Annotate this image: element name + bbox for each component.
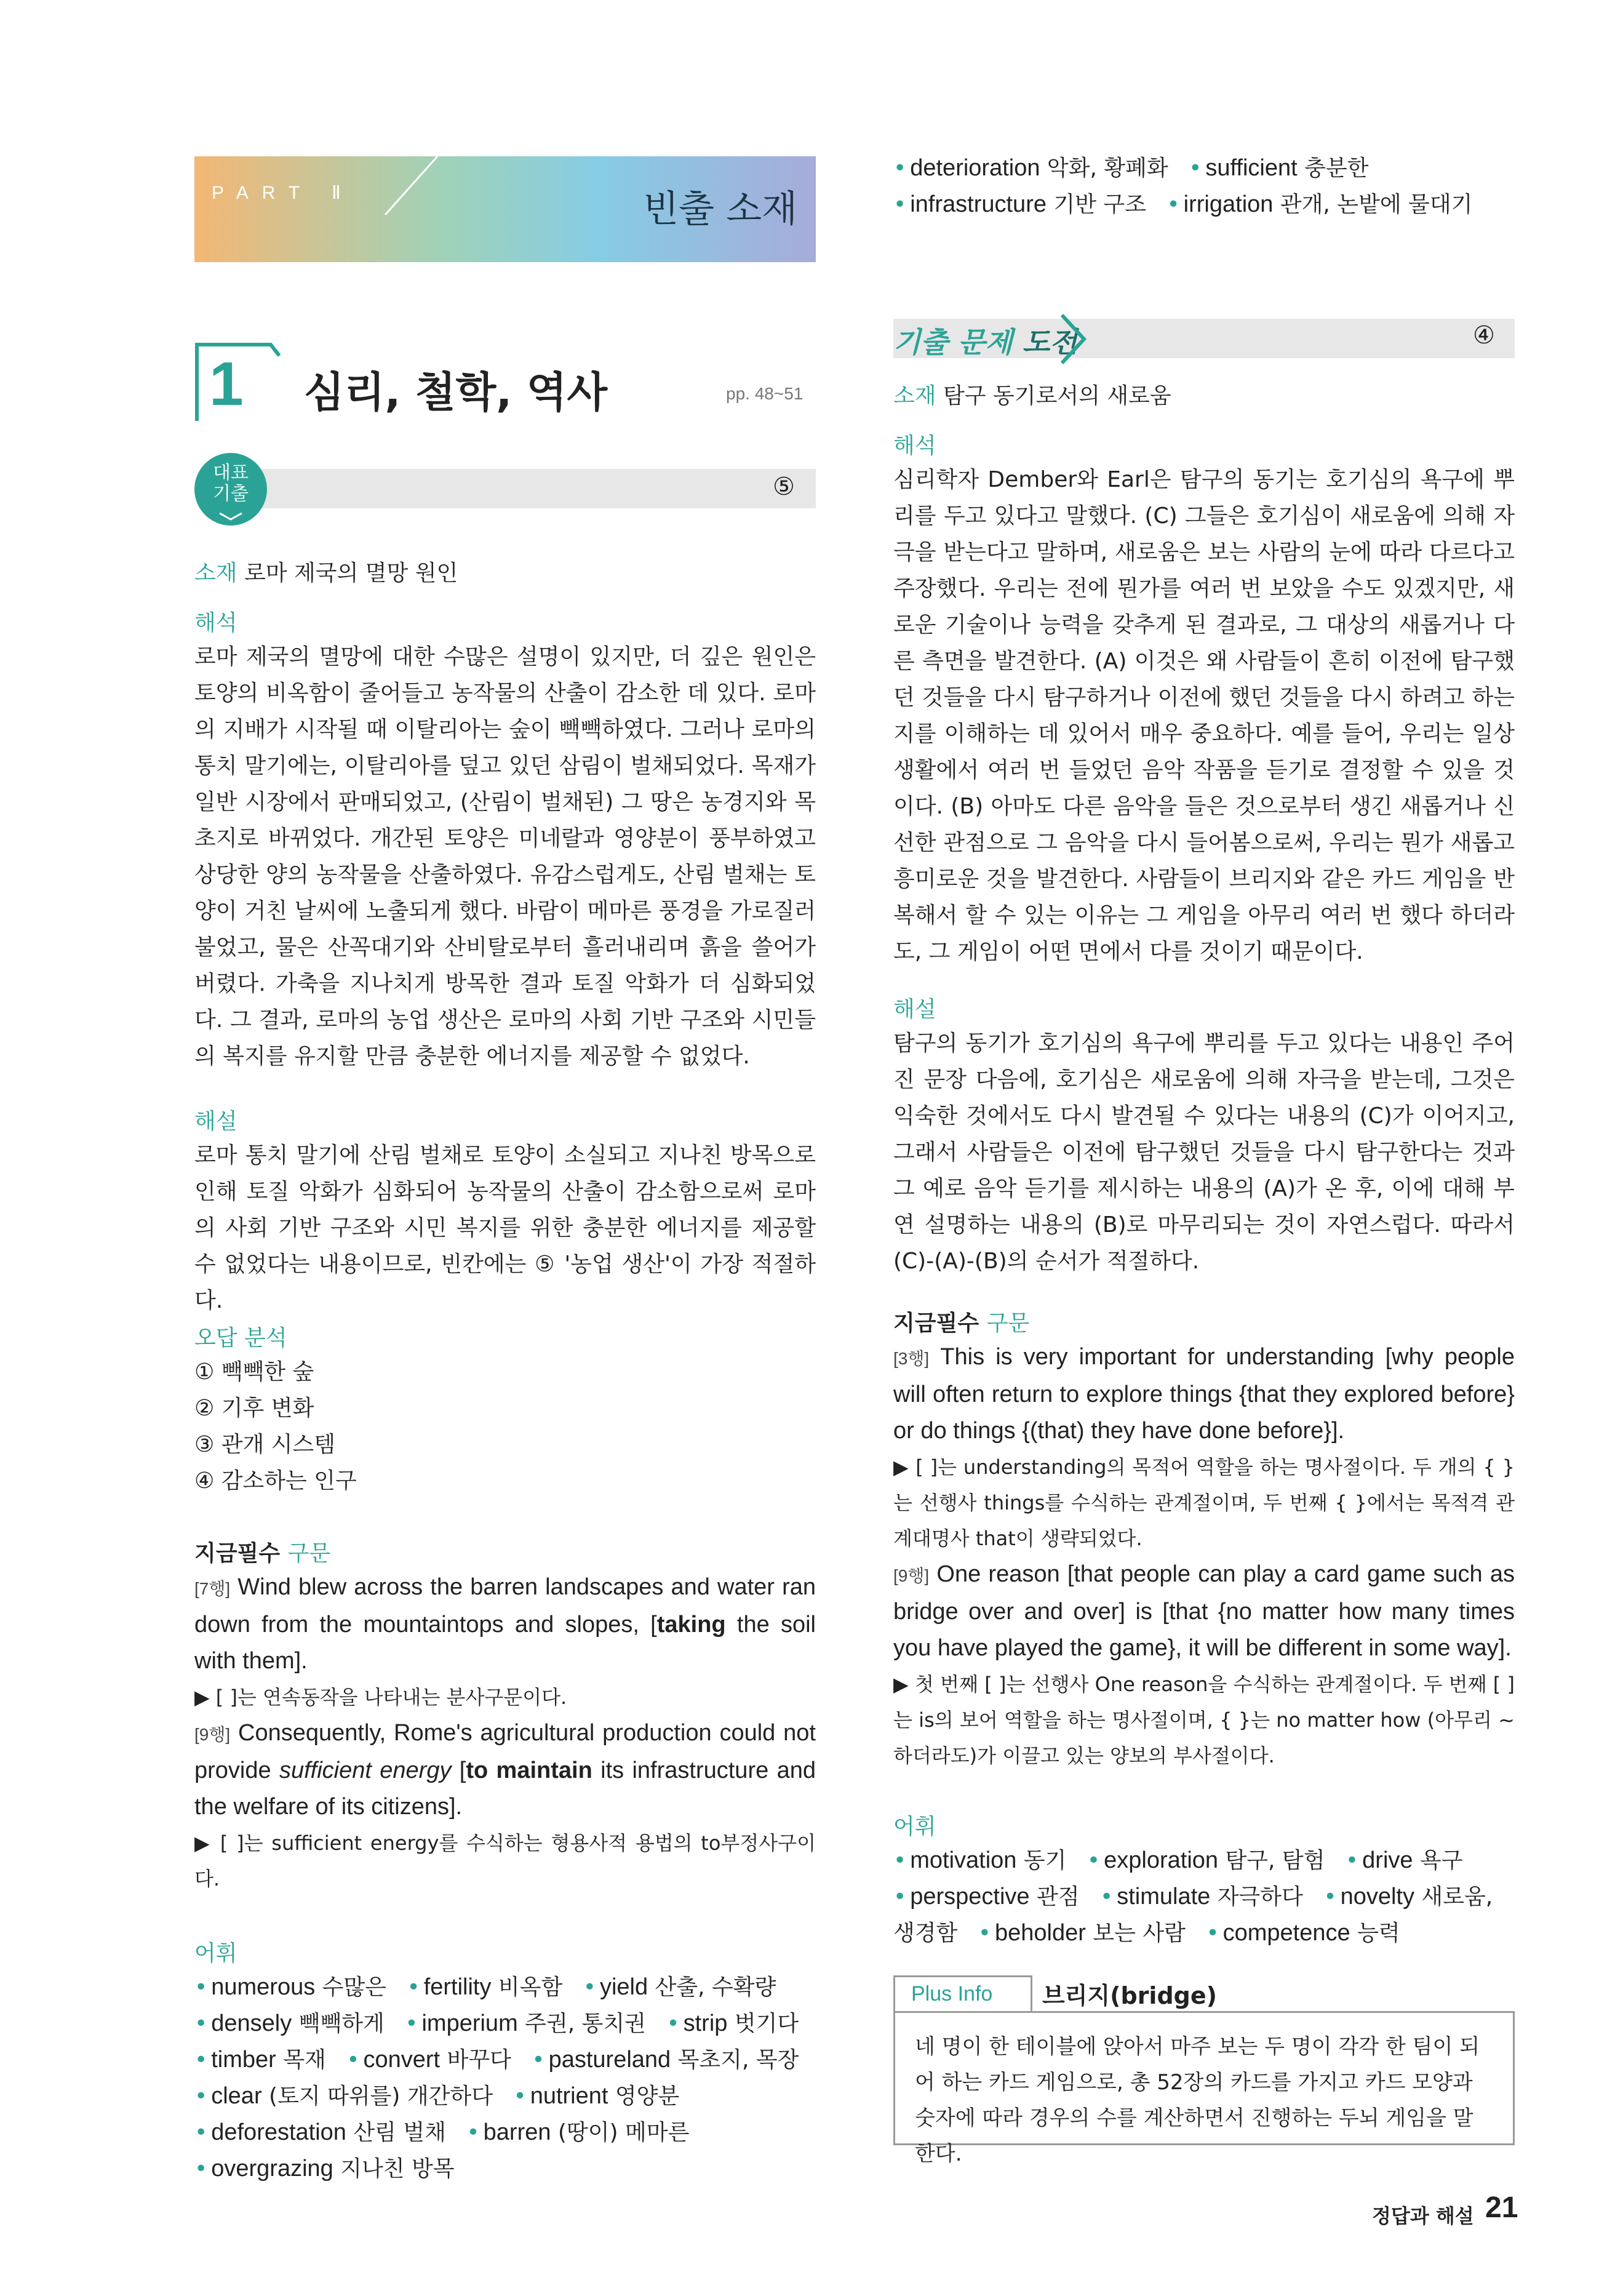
left-translation: [194, 608, 816, 1074]
left-wrong-analysis: [194, 1323, 816, 1499]
vocab-word: novelty: [1340, 1884, 1414, 1910]
syntax-part: [: [451, 1758, 466, 1783]
vocab-word: clear: [211, 2083, 262, 2109]
vocab-meaning: 자극하다: [1210, 1884, 1303, 1910]
bullet-icon: •: [978, 1921, 992, 1946]
bullet-icon: •: [407, 1975, 420, 2000]
right-vocab: [893, 1812, 1515, 1951]
explanation-label: 해설: [194, 1109, 237, 1134]
challenge-title-a: 기출 문제: [893, 326, 1013, 359]
right-syntax: [893, 1308, 1515, 1774]
vocab-word: nutrient: [530, 2083, 608, 2109]
vocab-word: exploration: [1104, 1847, 1219, 1873]
syntax-note-2: ▶ [ ]는 sufficient energy를 수식하는 형용사적 용법의 to부정사구이다.: [194, 1831, 816, 1890]
bullet-icon: •: [194, 1975, 208, 2000]
right-translation: [893, 431, 1515, 970]
right-topic: [893, 378, 1515, 414]
challenge-title: [893, 320, 1077, 361]
section-number: 1: [209, 350, 244, 418]
wrong-item: ① 빽빽한 숲: [194, 1359, 314, 1385]
vocab-meaning: 기반 구조: [1046, 192, 1146, 217]
section-title: 심리, 철학, 역사: [304, 369, 608, 417]
bullet-icon: •: [1345, 1848, 1359, 1873]
vocab-item: [666, 2011, 799, 2036]
wrong-item: ④ 감소하는 인구: [194, 1468, 357, 1494]
vocab-word: infrastructure: [910, 191, 1047, 217]
banner-title: 빈출 소재: [643, 188, 797, 231]
vocab-meaning: 능력: [1350, 1921, 1400, 1946]
vocab-item: [405, 2011, 646, 2036]
vocab-item: [407, 1975, 562, 2000]
challenge-answer: ④: [1473, 321, 1495, 350]
vocab-list: [893, 1842, 1515, 1951]
vocab-item: [194, 2156, 455, 2182]
line-ref: [9행]: [194, 1725, 231, 1744]
bullet-icon: •: [194, 2120, 208, 2145]
vocab-item: [466, 2120, 689, 2145]
syntax-text: This is very important for understanding [why people will often return to explore things {that they explored before} or do things {(that) they have done before}].: [893, 1344, 1515, 1444]
syntax-sentence-1: [893, 1339, 1515, 1449]
syntax-bold: taking: [656, 1612, 726, 1638]
vocab-meaning: 목재: [276, 2047, 326, 2073]
topic-label: 소재: [194, 561, 237, 586]
plus-info-tab: [893, 1975, 1032, 2013]
vocab-item: [532, 2047, 799, 2073]
syntax-label: [893, 1308, 1515, 1339]
explanation-label: 해설: [893, 997, 936, 1022]
left-topic: [194, 555, 816, 591]
vocab-word: densely: [211, 2010, 292, 2036]
topic-label: 소재: [893, 383, 936, 409]
plus-info-tab-label: Plus Info: [911, 1982, 993, 2006]
vocab-item: [1166, 192, 1472, 217]
plus-info-box: [893, 2011, 1515, 2166]
vocab-meaning: 바꾸다: [440, 2047, 511, 2073]
vocab-meaning: 벗기다: [727, 2011, 799, 2036]
vocab-meaning: 악화, 황폐화: [1040, 156, 1168, 181]
vocab-meaning: 보는 사람: [1085, 1921, 1186, 1946]
bullet-icon: •: [346, 2047, 360, 2073]
left-syntax: [194, 1538, 816, 1897]
vocab-meaning: 빽빽하게: [292, 2011, 385, 2036]
left-explanation: [194, 1106, 816, 1319]
chevron-right-icon: [1053, 311, 1090, 367]
bullet-icon: •: [1087, 1848, 1101, 1873]
bullet-icon: •: [194, 2047, 208, 2073]
syntax-note-1: ▶ [ ]는 understanding의 목적어 역할을 하는 명사절이다. 두 개의 { }는 선행사 things를 수식하는 관계절이며, 두 번째 { }에서는 목적격 관계대명사 that이 생략되었다.: [893, 1455, 1515, 1550]
vocab-meaning: 영양분: [608, 2084, 680, 2109]
vocab-word: overgrazing: [211, 2156, 333, 2182]
syntax-bold: to maintain: [466, 1758, 592, 1783]
vocab-meaning: 동기: [1016, 1848, 1067, 1873]
vocab-word: convert: [363, 2047, 441, 2073]
vocab-item: [1100, 1884, 1303, 1910]
vocab-word: yield: [599, 1974, 648, 2000]
vocab-word: deforestation: [211, 2119, 346, 2145]
topic-text: 탐구 동기로서의 새로움: [943, 383, 1171, 409]
vocab-item: [978, 1921, 1186, 1946]
vocab-meaning: 수많은: [315, 1975, 386, 2000]
vocab-item: [1087, 1848, 1325, 1873]
bullet-icon: •: [1166, 192, 1180, 217]
plus-info-text: 네 명이 한 테이블에 앉아서 마주 보는 두 명이 각각 한 팀이 되어 하는 카드 게임으로, 총 52장의 카드를 가지고 카드 모양과 숫자에 따라 경우의 수를 계산하면서 진행하는 두뇌 게임을 말한다.: [915, 2034, 1480, 2166]
line-ref: [9행]: [893, 1566, 930, 1585]
banner-slash-decoration: [379, 156, 441, 262]
vocab-meaning: 관점: [1029, 1884, 1080, 1910]
vocab-label: 어휘: [194, 1941, 237, 1966]
footer-label: 정답과 해설: [1372, 2204, 1474, 2228]
bullet-icon: •: [893, 1848, 907, 1873]
bullet-icon: •: [194, 2084, 208, 2109]
vocab-word: barren: [483, 2119, 551, 2145]
vocab-meaning: 주권, 통치권: [517, 2011, 646, 2036]
vocab-meaning: 지나친 방목: [333, 2156, 455, 2182]
vocab-meaning: 산출, 수확량: [648, 1975, 776, 2000]
line-ref: [7행]: [194, 1579, 231, 1598]
bullet-icon: •: [194, 2011, 208, 2036]
vocab-item: [583, 1975, 776, 2000]
bullet-icon: •: [1206, 1921, 1219, 1946]
wrong-item: ② 기후 변화: [194, 1396, 314, 1421]
vocab-meaning: 산림 벌채: [346, 2120, 446, 2145]
translation-text: 심리학자 Dember와 Earl은 탐구의 동기는 호기심의 욕구에 뿌리를 두고 있다고 말했다. (C) 그들은 호기심이 새로움에 의해 자극을 받는다고 말하며, 새로움은 보는 사람의 눈에 따라 다르다고 주장했다. 우리는 전에 뭔가를 여러 번 보았을 수도 있겠지만, 새로운 기술이나 능력을 갖추게 된 결과로, 그 대상의 새롭거나 다른 측면을 발견한다. (A) 이것은 왜 사람들이 흔히 이전에 탐구했던 것들을 다시 탐구하거나 이전에 했던 것들을 다시 하려고 하는지를 이해하는 데 있어서 매우 중요하다. 예를 들어, 우리는 일상생활에서 여러 번 들었던 음악 작품을 듣기로 결정할 수 있을 것이다. (B) 아마도 다른 음악을 들은 것으로부터 생긴 새롭거나 신선한 관점으로 그 음악을 다시 들어봄으로써, 우리는 뭔가 새롭고 흥미로운 것을 발견한다. 사람들이 브리지와 같은 카드 게임을 반복해서 할 수 있는 이유는 그 게임을 아무리 여러 번 했다 하더라도, 그 게임이 어떤 면에서 다를 것이기 때문이다.: [893, 467, 1515, 964]
vocab-word: pastureland: [548, 2047, 671, 2073]
line-ref: [3행]: [893, 1349, 930, 1368]
syntax-text: One reason [that people can play a card game such as bridge over and over] is [that {no matter how many times you have played the game}, it will be different in some way].: [893, 1561, 1515, 1661]
vocab-item: [194, 2084, 493, 2109]
vocab-item: [194, 2120, 446, 2145]
vocab-meaning: (토지 따위를) 개간하다: [261, 2084, 493, 2109]
part-banner: [194, 156, 816, 262]
bullet-icon: •: [513, 2084, 527, 2109]
explanation-text: 탐구의 동기가 호기심의 욕구에 뿌리를 두고 있다는 내용인 주어진 문장 다음에, 호기심은 새로움에 의해 자극을 받는데, 그것은 익숙한 것에서도 다시 발견될 수 있다는 내용의 (C)가 이어지고, 그래서 사람들은 이전에 탐구했던 것들을 다시 탐구한다는 것과 그 예로 음악 듣기를 제시하는 내용의 (A)가 온 후, 이에 대해 부연 설명하는 내용의 (B)로 마무리되는 것이 자연스럽다. 따라서 (C)-(A)-(B)의 순서가 적절하다.: [893, 1031, 1515, 1274]
vocab-word: strip: [683, 2010, 728, 2036]
vocab-word: fertility: [423, 1974, 492, 2000]
part-label: PART Ⅱ: [212, 183, 354, 203]
vocab-word: competence: [1222, 1920, 1350, 1946]
section-pages: pp. 48~51: [726, 384, 804, 403]
vocab-item: [194, 1975, 386, 2000]
topic-text: 로마 제국의 멸망 원인: [244, 561, 458, 586]
vocab-meaning: (땅이) 메마른: [551, 2120, 690, 2145]
chevron-down-icon: [218, 512, 243, 521]
vocab-word: sufficient: [1205, 155, 1298, 181]
syntax-sentence-1: [194, 1569, 816, 1679]
vocab-item: [1189, 156, 1368, 181]
vocab-word: irrigation: [1183, 191, 1274, 217]
challenge-title-b: 도전: [1022, 326, 1077, 359]
vocab-word: stimulate: [1117, 1884, 1211, 1910]
left-vocab: [194, 1938, 816, 2187]
vocab-list: [194, 1969, 816, 2187]
syntax-label-b: 구문: [287, 1541, 331, 1566]
wrong-label: 오답 분석: [194, 1326, 287, 1351]
vocab-word: deterioration: [910, 155, 1040, 181]
translation-text: 로마 제국의 멸망에 대한 수많은 설명이 있지만, 더 깊은 원인은 토양의 비옥함이 줄어들고 농작물의 산출이 감소한 데 있다. 로마의 지배가 시작될 때 이탈리아는 숲이 빽빽하였다. 그러나 로마의 통치 말기에는, 이탈리아를 덮고 있던 삼림이 벌채되었다. 목재가 일반 시장에서 판매되었고, (산림이 벌채된) 그 땅은 농경지와 목초지로 바뀌었다. 개간된 토양은 미네랄과 영양분이 풍부하였고 상당한 양의 농작물을 산출하였다. 유감스럽게도, 산림 벌채는 토양이 거친 날씨에 노출되게 했다. 바람이 메마른 풍경을 가로질러 불었고, 물은 산꼭대기와 산비탈로부터 흘러내리며 흙을 쓸어가 버렸다. 가축을 지나치게 방목한 결과 토질 악화가 더 심화되었다. 그 결과, 로마의 농업 생산은 로마의 사회 기반 구조와 시민들의 복지를 유지할 만큼 충분한 에너지를 제공할 수 없었다.: [194, 644, 816, 1069]
bullet-icon: •: [583, 1975, 596, 2000]
vocab-meaning: 목초지, 목장: [671, 2047, 799, 2073]
vocab-word: beholder: [995, 1920, 1086, 1946]
bullet-icon: •: [1100, 1884, 1114, 1910]
vocab-item: [893, 1848, 1066, 1873]
bullet-icon: •: [893, 156, 907, 181]
bullet-icon: •: [893, 1884, 907, 1910]
bullet-icon: •: [532, 2047, 545, 2073]
badge-line-2: 기출: [213, 483, 249, 505]
syntax-label-a: 지금필수: [194, 1541, 281, 1566]
right-explanation: [893, 994, 1515, 1279]
bullet-icon: •: [194, 2156, 208, 2182]
plus-info-title: 브리지(bridge): [1042, 1982, 1218, 2009]
vocab-item: [513, 2084, 679, 2109]
vocab-word: drive: [1362, 1847, 1413, 1873]
vocab-list: [893, 150, 1515, 223]
syntax-part: its infrastructure and the welfare of its citizens].: [194, 1758, 816, 1820]
explanation-text: 로마 통치 말기에 산림 벌채로 토양이 소실되고 지나친 방목으로 인해 토질 악화가 심화되어 농작물의 산출이 감소함으로써 로마의 사회 기반 구조와 시민 복지를 위한 충분한 에너지를 제공할 수 없었다는 내용이므로, 빈칸에는 ⑤ '농업 생산'이 가장 적절하다.: [194, 1143, 816, 1313]
bullet-icon: •: [893, 192, 907, 217]
vocab-word: motivation: [910, 1847, 1017, 1873]
bullet-icon: •: [666, 2011, 680, 2036]
wrong-item: ③ 관개 시스템: [194, 1432, 336, 1457]
syntax-sentence-2: [893, 1556, 1515, 1666]
syntax-sentence-2: [194, 1715, 816, 1825]
vocab-word: perspective: [910, 1884, 1030, 1910]
vocab-item: [893, 1884, 1080, 1910]
representative-answer: ⑤: [773, 473, 795, 501]
badge-line-1: 대표: [213, 462, 249, 484]
right-top-vocab: [893, 150, 1515, 223]
syntax-note-1: ▶ [ ]는 연속동작을 나타내는 분사구문이다.: [194, 1686, 567, 1709]
page-number: 21: [1485, 2191, 1518, 2224]
vocab-word: timber: [211, 2047, 276, 2073]
vocab-item: [893, 192, 1146, 217]
vocab-item: [194, 2047, 326, 2073]
vocab-item: [346, 2047, 511, 2073]
vocab-meaning: 욕구: [1413, 1848, 1463, 1873]
syntax-part: Wind blew across the barren landscapes and water ran down from the mountaintops and slopes, [: [194, 1574, 816, 1638]
vocab-meaning: 비옥함: [491, 1975, 563, 2000]
vocab-meaning: 새로움, 생경함: [893, 1884, 1493, 1946]
syntax-note-2: ▶ 첫 번째 [ ]는 선행사 One reason을 수식하는 관계절이다. 두 번째 [ ]는 is의 보어 역할을 하는 명사절이며, { }는 no matter how (아무리 ~하더라도)가 이끌고 있는 양보의 부사절이다.: [893, 1673, 1515, 1767]
bullet-icon: •: [1189, 156, 1202, 181]
vocab-meaning: 관개, 논밭에 물대기: [1273, 192, 1473, 217]
vocab-item: [893, 156, 1168, 181]
vocab-meaning: 충분한: [1297, 156, 1369, 181]
bullet-icon: •: [405, 2011, 418, 2036]
bullet-icon: •: [466, 2120, 480, 2145]
vocab-item: [1346, 1848, 1463, 1873]
translation-label: 해석: [194, 610, 237, 636]
vocab-item: [194, 2011, 385, 2036]
syntax-label-b: 구문: [986, 1311, 1030, 1336]
syntax-label-a: 지금필수: [893, 1311, 979, 1336]
syntax-label: [194, 1538, 816, 1569]
vocab-label: 어휘: [893, 1814, 936, 1839]
syntax-italic: sufficient energy: [279, 1758, 452, 1783]
vocab-meaning: 탐구, 탐험: [1218, 1848, 1325, 1873]
translation-label: 해석: [893, 433, 936, 458]
vocab-word: imperium: [421, 2010, 518, 2036]
representative-badge: [194, 453, 267, 526]
vocab-item: [1206, 1921, 1400, 1946]
representative-bar: [215, 469, 816, 508]
vocab-word: numerous: [211, 1974, 316, 2000]
syntax-part: the soil with them].: [194, 1612, 816, 1674]
bullet-icon: •: [1323, 1884, 1337, 1910]
syntax-part: Consequently, Rome's agricultural production could not provide: [194, 1720, 816, 1783]
